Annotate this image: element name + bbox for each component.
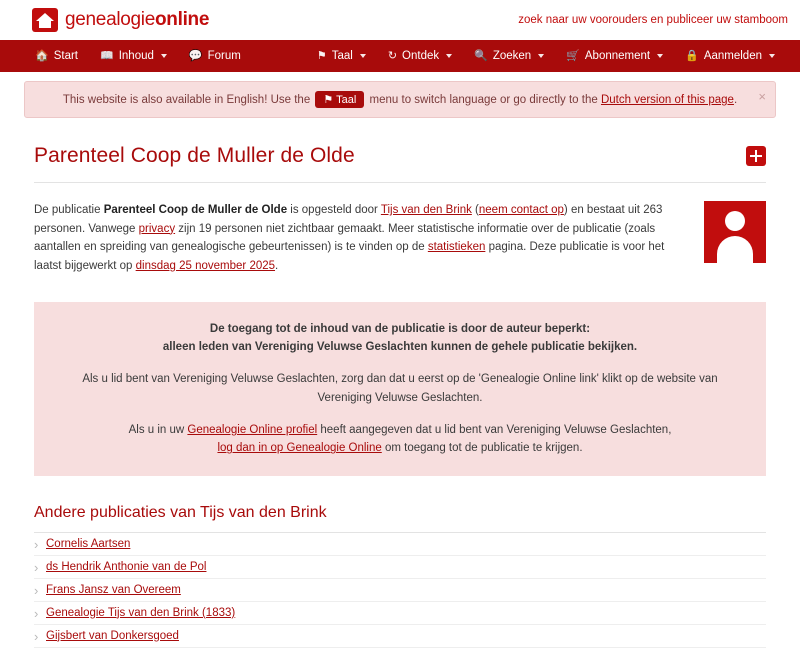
nav-item-inhoud-label: Inhoud bbox=[118, 50, 154, 62]
nav-item-forum[interactable] bbox=[178, 40, 252, 72]
title-divider bbox=[34, 182, 766, 183]
list-item[interactable] bbox=[34, 533, 766, 556]
logo-text-bold: online bbox=[154, 9, 210, 30]
nav-item-aanmelden-label: Aanmelden bbox=[703, 50, 762, 62]
intro-t5: zijn 19 personen niet zichtbaar gemaakt. Meer statistische informatie over de publicatie (zoals aantallen en spreiding van genealogische gebeurtenissen) is te vinden op de bbox=[34, 222, 656, 254]
restriction-line-1: De toegang tot de inhoud van de publicatie is door de auteur beperkt: bbox=[209, 322, 591, 335]
plus-icon[interactable] bbox=[746, 146, 766, 166]
site-header bbox=[0, 0, 800, 40]
chevron-down-icon bbox=[538, 54, 544, 58]
intro-author-link[interactable]: Tijs van den Brink bbox=[380, 204, 472, 216]
restriction-paragraph-1 bbox=[74, 320, 726, 357]
site-tagline: zoek naar uw voorouders en publiceer uw stamboom bbox=[518, 14, 788, 26]
title-row bbox=[24, 144, 776, 168]
nav-item-aanmelden[interactable] bbox=[674, 40, 786, 72]
intro-t4: ) en bestaat uit 263 personen. Vanwege bbox=[34, 204, 663, 235]
restriction-para4-after: om toegang tot de publicatie te krijgen. bbox=[381, 442, 583, 455]
flag-icon: ⚑ bbox=[316, 50, 327, 62]
nav-item-ontdek[interactable] bbox=[377, 40, 463, 72]
nav-item-forum-label: Forum bbox=[207, 50, 241, 62]
list-item[interactable] bbox=[34, 556, 766, 579]
logo-text-light: genealogie bbox=[65, 9, 155, 30]
intro-t3: ( bbox=[471, 204, 479, 216]
nav-item-start[interactable] bbox=[24, 40, 89, 72]
nav-item-abonnement-label: Abonnement bbox=[584, 50, 651, 62]
notice-taal-label: Taal bbox=[336, 94, 357, 106]
logo-text bbox=[65, 9, 209, 31]
publication-link[interactable]: Frans Jansz van Overeem bbox=[46, 583, 181, 596]
intro-t6: pagina. Deze publicatie is voor het laatst bijgewerkt op bbox=[34, 241, 665, 272]
restriction-paragraph-2: Als u lid bent van Vereniging Veluwse Geslachten, zorg dan dat u eerst op de 'Genealogie Online link' klikt op de website van Vereniging Veluwse Geslachten. bbox=[82, 373, 718, 404]
compass-icon: ↻ bbox=[387, 50, 398, 62]
nav-item-taal-label: Taal bbox=[331, 50, 353, 62]
user-avatar-icon bbox=[704, 201, 766, 263]
publication-link[interactable]: Gijsbert van Donkersgoed bbox=[46, 629, 179, 642]
publication-link[interactable]: ds Hendrik Anthonie van de Pol bbox=[46, 560, 207, 573]
list-item[interactable] bbox=[34, 602, 766, 625]
site-logo[interactable] bbox=[32, 8, 209, 32]
intro-t1: De publicatie bbox=[34, 204, 104, 216]
chevron-down-icon bbox=[657, 54, 663, 58]
nav-item-taal[interactable] bbox=[306, 40, 377, 72]
restriction-paragraph-3 bbox=[74, 421, 726, 458]
intro-t7: . bbox=[275, 259, 279, 272]
chevron-down-icon bbox=[360, 54, 366, 58]
intro-publication-name: Parenteel Coop de Muller de Olde bbox=[103, 204, 288, 216]
notice-text-middle: menu to switch language or go directly to the bbox=[369, 94, 598, 106]
nav-item-zoeken-label: Zoeken bbox=[492, 50, 532, 62]
other-publications-heading: Andere publicaties van Tijs van den Brink bbox=[34, 503, 327, 521]
chevron-down-icon bbox=[769, 54, 775, 58]
login-link[interactable]: log dan in op Genealogie Online bbox=[217, 442, 382, 455]
nav-item-inhoud[interactable] bbox=[89, 40, 178, 72]
page-title: Parenteel Coop de Muller de Olde bbox=[34, 144, 355, 167]
profile-link[interactable]: Genealogie Online profiel bbox=[187, 424, 318, 437]
intro-updated-date-link[interactable]: dinsdag 25 november 2025 bbox=[135, 259, 276, 272]
publication-link[interactable]: Genealogie Tijs van den Brink (1833) bbox=[46, 606, 236, 619]
page-content bbox=[0, 81, 800, 648]
intro-t2: is opgesteld door bbox=[287, 204, 381, 216]
nav-item-start-label: Start bbox=[53, 50, 78, 62]
nav-right-group bbox=[306, 40, 786, 72]
access-restriction-box bbox=[34, 302, 766, 476]
house-roof-icon bbox=[32, 8, 58, 32]
nav-item-zoeken[interactable] bbox=[463, 40, 555, 72]
search-icon: 🔍 bbox=[474, 50, 488, 62]
intro-contact-link[interactable]: neem contact op bbox=[478, 204, 564, 216]
publication-link[interactable]: Cornelis Aartsen bbox=[46, 537, 131, 550]
cart-icon: 🛒 bbox=[566, 50, 580, 62]
nav-item-abonnement[interactable] bbox=[555, 40, 674, 72]
notice-text-after: . bbox=[733, 94, 738, 106]
home-icon: 🏠 bbox=[35, 50, 49, 62]
restriction-line-2: alleen leden van Vereniging Veluwse Geslachten kunnen de gehele publicatie bekijken. bbox=[162, 340, 638, 353]
notice-taal-button[interactable] bbox=[315, 91, 364, 108]
intro-statistics-link[interactable]: statistieken bbox=[427, 241, 486, 254]
restriction-para3-after: heeft aangegeven dat u lid bent van Vereniging Veluwse Geslachten, bbox=[317, 424, 672, 437]
flag-icon: ⚑ bbox=[323, 94, 334, 106]
lock-icon: 🔒 bbox=[685, 50, 699, 62]
restriction-para3-before: Als u in uw bbox=[128, 424, 188, 437]
list-item[interactable] bbox=[34, 625, 766, 648]
book-icon: 📖 bbox=[100, 50, 114, 62]
chevron-down-icon bbox=[161, 54, 167, 58]
chevron-down-icon bbox=[446, 54, 452, 58]
intro-privacy-link[interactable]: privacy bbox=[138, 222, 176, 235]
notice-dutch-version-link[interactable]: Dutch version of this page bbox=[600, 94, 734, 106]
other-publications-list bbox=[24, 533, 776, 648]
comment-icon: 💬 bbox=[188, 50, 203, 62]
notice-text-before: This website is also available in English! Use the bbox=[62, 94, 311, 106]
list-item[interactable] bbox=[34, 579, 766, 602]
intro-paragraph bbox=[34, 201, 688, 276]
nav-item-ontdek-label: Ontdek bbox=[402, 50, 440, 62]
nav-left-group bbox=[24, 40, 252, 72]
close-icon[interactable]: × bbox=[758, 89, 766, 104]
publication-intro bbox=[24, 201, 776, 276]
language-notice-banner bbox=[24, 81, 776, 118]
main-navigation bbox=[0, 40, 800, 72]
